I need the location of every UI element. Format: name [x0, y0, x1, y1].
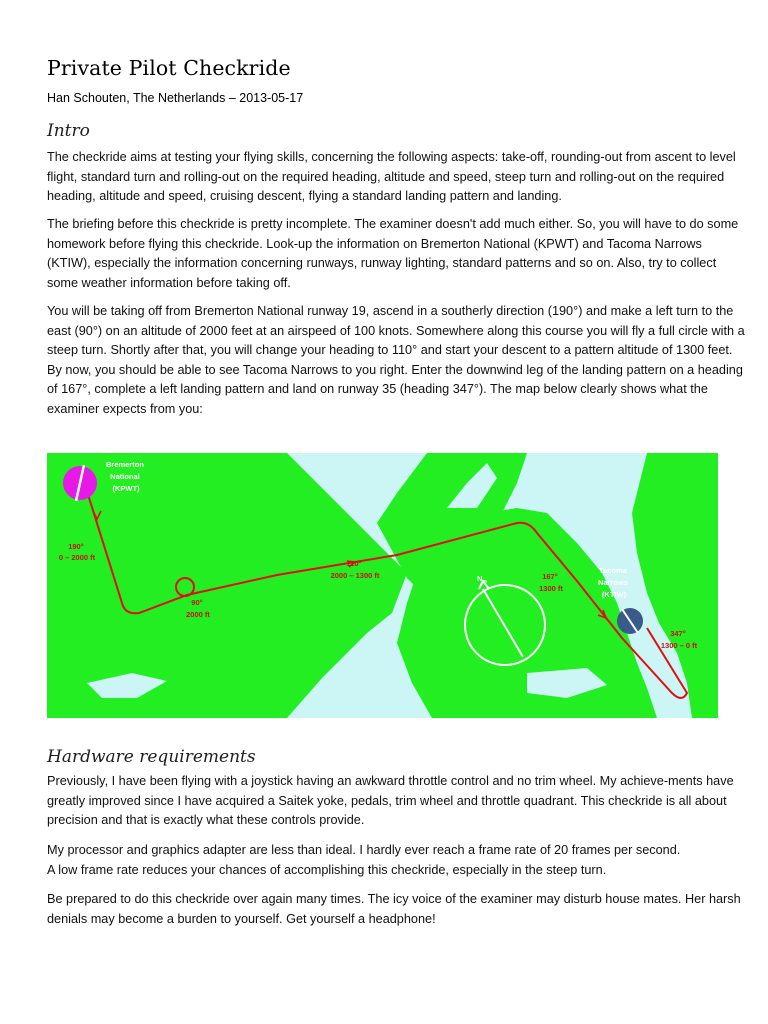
document-subtitle: Han Schouten, The Netherlands – 2013-05-17	[47, 91, 304, 105]
leg-label-5: 347° 1300 – 0 ft	[660, 629, 698, 650]
intro-paragraph-3: You will be taking off from Bremerton National runway 19, ascend in a southerly direction (190°) and make a left turn to the east (90°) on an altitude of 2000 feet at an airspeed of 100 knots. Somewhere along this course you will fly a full circle with a steep turn. Shortly after that, you will change your heading to 110° and start your descent to a pattern altitude of 1300 feet. By now, you should be able to see Tacoma Narrows to you right. Enter the downwind leg of the landing pattern on a heading of 167°, complete a left landing pattern and land on runway 35 (heading 347°). The map below clearly shows what the examiner expects from you:	[47, 304, 745, 416]
hardware-heading: Hardware requirements	[47, 747, 256, 767]
intro-paragraph-2: The briefing before this checkride is pretty incomplete. The examiner doesn't add much either. So, you will have to do some homework before flying this checkride. Look-up the information on Bremerton National (KPWT) and Tacoma Narrows (KTIW), especially the information concerning runways, runway lighting, standard patterns and so on. Also, try to collect some weather information before taking off.	[47, 217, 739, 290]
route-map	[47, 453, 718, 718]
intro-heading: Intro	[47, 121, 90, 141]
leg-label-4: 167° 1300 ft	[539, 572, 563, 593]
hardware-paragraph-2-line-1: My processor and graphics adapter are less than ideal. I hardly ever reach a frame rate of 20 frames per second.	[47, 843, 681, 857]
hardware-paragraph-1: Previously, I have been flying with a joystick having an awkward throttle control and no trim wheel. My achieve-ments have greatly improved since I have acquired a Saitek yoke, pedals, trim wheel and throttle quadrant. This checkride is all about precision and that is exactly what these controls provide.	[47, 774, 734, 827]
leg-label-3: 110° 2000 – 1300 ft	[330, 559, 380, 580]
document-title: Private Pilot Checkride	[47, 56, 291, 80]
hardware-paragraph-3: Be prepared to do this checkride over again many times. The icy voice of the examiner may disturb house mates. Her harsh denials may become a burden to yourself. Get yourself a headphone!	[47, 892, 741, 926]
kpwt-label: Bremerton National (KPWT)	[105, 460, 144, 493]
leg-label-1: 190° 0 – 2000 ft	[58, 542, 96, 562]
north-label: $N_m$	[477, 574, 487, 585]
ktiw-label: Tacoma Narrows (KTIW)	[597, 566, 628, 599]
leg-label-2: 90° 2000 ft	[186, 598, 210, 619]
hardware-paragraph-2-line-2: A low frame rate reduces your chances of accomplishing this checkride, especially in the steep turn.	[47, 862, 607, 877]
hardware-paragraph-2	[47, 841, 747, 880]
intro-paragraph-1: The checkride aims at testing your flying skills, concerning the following aspects: take-off, rounding-out from ascent to level flight, standard turn and rolling-out on the required heading, altitude and speed, steep turn and rolling-out on the required heading, altitude and speed, cruising descent, flying a standard landing pattern and landing.	[47, 150, 736, 203]
